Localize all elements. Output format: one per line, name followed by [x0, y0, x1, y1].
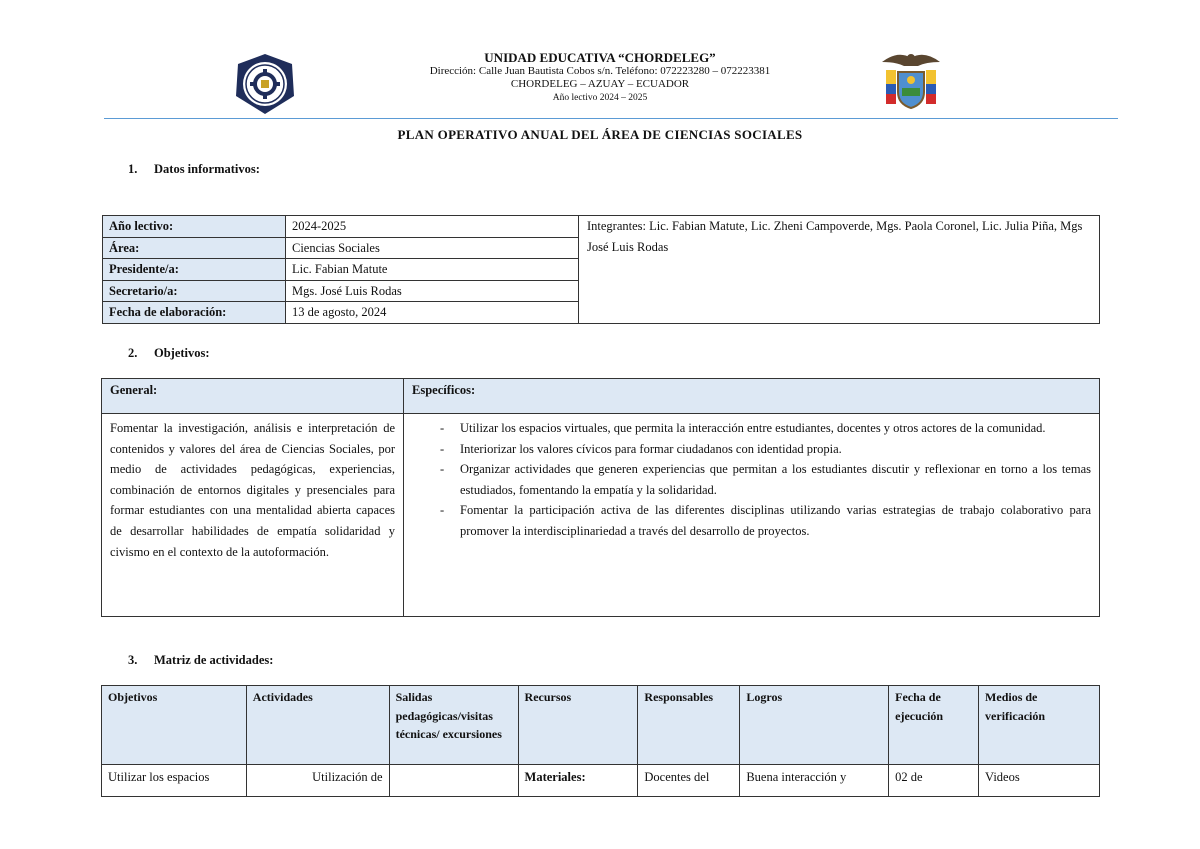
list-item: - Fomentar la participación activa de las diferentes disciplinas utilizando varias estrategias de trabajo colaborativo para promover la interdisciplinariedad a través del desarrollo de proyectos.	[440, 500, 1091, 541]
section-2-title: Objetivos:	[154, 346, 210, 360]
general-objective: Fomentar la investigación, análisis e interpretación de contenidos y valores del área de Ciencias Sociales, por medio de actividades pedagógicas, experiencias, combinación de entornos digitales y presenciales para formar estudiantes con una mentalidad abierta capaces de desarrollar habilidades de empatía solidaridad y civismo en el contexto de la autoformación.	[102, 414, 404, 617]
info-value: 2024-2025	[286, 216, 579, 238]
table-cell: Materiales:	[518, 765, 638, 797]
school-year: Año lectivo 2024 – 2025	[552, 93, 648, 103]
info-label: Fecha de elaboración:	[103, 302, 286, 324]
list-item: - Organizar actividades que generen experiencias que permitan a los estudiantes discutir y reflexionar en torno a los temas estudiados, fomentando la empatía y la solidaridad.	[440, 459, 1091, 500]
table-header-row	[102, 379, 1100, 414]
document-header	[300, 50, 900, 105]
table-row	[102, 765, 1100, 797]
general-header: General:	[102, 379, 404, 414]
activities-matrix-table	[101, 685, 1100, 797]
table-cell: Docentes del	[638, 765, 740, 797]
table-row	[102, 414, 1100, 617]
specific-header: Específicos:	[404, 379, 1100, 414]
school-name: UNIDAD EDUCATIVA “CHORDELEG”	[484, 50, 716, 65]
specific-objectives-cell	[404, 414, 1100, 617]
table-row	[103, 216, 1100, 238]
school-address: Dirección: Calle Juan Bautista Cobos s/n. Teléfono: 072223280 – 072223381	[429, 65, 771, 77]
column-header: Logros	[740, 686, 889, 765]
list-item: - Utilizar los espacios virtuales, que permita la interacción entre estudiantes, docentes y otros actores de la comunidad.	[440, 418, 1091, 439]
members-cell: Integrantes: Lic. Fabian Matute, Lic. Zheni Campoverde, Mgs. Paola Coronel, Lic. Julia Piña, Mgs José Luis Rodas	[579, 216, 1100, 324]
column-header: Recursos	[518, 686, 638, 765]
school-location: CHORDELEG – AZUAY – ECUADOR	[510, 78, 690, 90]
section-2-number: 2.	[128, 346, 138, 360]
column-header: Medios de verificación	[979, 686, 1100, 765]
list-item: - Interiorizar los valores cívicos para formar ciudadanos con identidad propia.	[440, 439, 1091, 460]
info-label: Área:	[103, 237, 286, 259]
info-value: Mgs. José Luis Rodas	[286, 280, 579, 302]
section-1-number: 1.	[128, 162, 138, 176]
info-value: Ciencias Sociales	[286, 237, 579, 259]
table-cell: 02 de	[889, 765, 979, 797]
info-value: Lic. Fabian Matute	[286, 259, 579, 281]
info-label: Presidente/a:	[103, 259, 286, 281]
info-label: Secretario/a:	[103, 280, 286, 302]
header-divider	[104, 118, 1118, 119]
specific-objectives-list	[412, 418, 1091, 542]
column-header: Actividades	[246, 686, 389, 765]
document-title: PLAN OPERATIVO ANUAL DEL ÁREA DE CIENCIAS SOCIALES	[397, 127, 803, 142]
section-1-heading	[128, 162, 260, 177]
table-cell: Buena interacción y	[740, 765, 889, 797]
table-cell: Utilización de	[246, 765, 389, 797]
section-3-number: 3.	[128, 653, 138, 667]
table-header-row	[102, 686, 1100, 765]
table-cell: Utilizar los espacios	[102, 765, 247, 797]
info-table	[102, 215, 1100, 324]
section-2-heading	[128, 346, 210, 361]
section-3-title: Matriz de actividades:	[154, 653, 274, 667]
table-cell: Videos	[979, 765, 1100, 797]
section-3-heading	[128, 653, 273, 668]
section-1-title: Datos informativos:	[154, 162, 260, 176]
column-header: Responsables	[638, 686, 740, 765]
school-seal-logo	[232, 52, 298, 116]
coat-of-arms-logo	[878, 48, 944, 112]
table-cell	[389, 765, 518, 797]
column-header: Salidas pedagógicas/visitas técnicas/ excursiones	[389, 686, 518, 765]
info-label: Año lectivo:	[103, 216, 286, 238]
objectives-table	[101, 378, 1100, 617]
info-value: 13 de agosto, 2024	[286, 302, 579, 324]
column-header: Objetivos	[102, 686, 247, 765]
column-header: Fecha de ejecución	[889, 686, 979, 765]
